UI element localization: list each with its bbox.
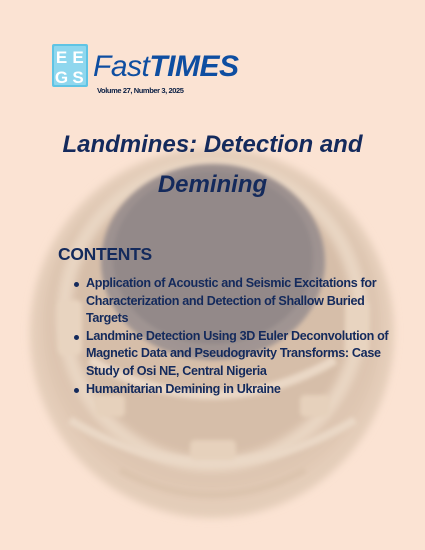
- volume-line: Volume 27, Number 3, 2025: [97, 86, 184, 95]
- cover-title: Landmines: Detection and Demining: [62, 131, 363, 198]
- bullet-icon: [74, 282, 79, 287]
- svg-text:E: E: [72, 48, 84, 67]
- bullet-icon: [74, 388, 79, 393]
- contents-item[interactable]: [74, 275, 394, 328]
- contents-item-label: Landmine Detection Using 3D Euler Deconvolution of Magnetic Data and Pseudogravity Transforms: Case Study of Osi NE, Central Nigeria: [86, 328, 389, 378]
- contents-item[interactable]: [74, 328, 394, 381]
- brand-bold: TIMES: [149, 50, 239, 83]
- svg-text:S: S: [72, 68, 84, 87]
- fasttimes-wordmark: [93, 50, 239, 84]
- eegs-logo: [52, 44, 88, 87]
- svg-text:G: G: [54, 68, 69, 87]
- contents-item-label: Humanitarian Demining in Ukraine: [86, 381, 281, 396]
- contents-heading: CONTENTS: [58, 244, 152, 264]
- contents-item-label: Application of Acoustic and Seismic Excitations for Characterization and Detection of Shallow Buried Targets: [86, 276, 377, 326]
- bullet-icon: [74, 335, 79, 340]
- contents-list: [74, 275, 394, 398]
- brand-regular: Fast: [93, 50, 150, 83]
- svg-text:E: E: [55, 48, 68, 67]
- contents-item[interactable]: [74, 381, 394, 399]
